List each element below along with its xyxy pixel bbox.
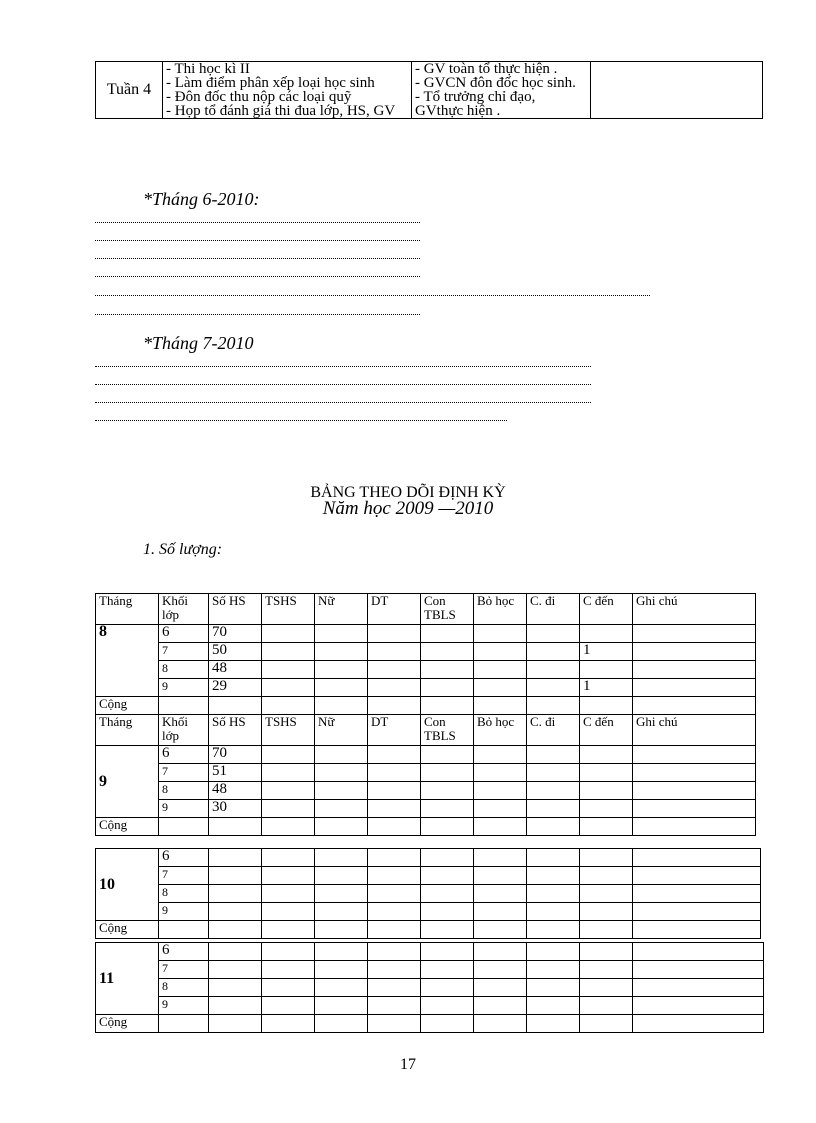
header-cell: Khối lớp bbox=[159, 715, 209, 746]
month-cell: 10 bbox=[96, 849, 159, 921]
table-row bbox=[96, 943, 764, 961]
cden-cell bbox=[580, 625, 633, 643]
week-cell: Tuần 4 bbox=[96, 62, 163, 119]
header-cell: Nữ bbox=[315, 594, 368, 625]
grade-cell: 8 bbox=[159, 661, 209, 679]
grade-cell: 9 bbox=[159, 997, 209, 1015]
total-label: Cộng bbox=[96, 818, 159, 836]
header-row bbox=[96, 594, 756, 625]
grade-cell: 8 bbox=[159, 979, 209, 997]
cden-cell bbox=[580, 661, 633, 679]
report-subtitle: Năm học 2009 —2010 bbox=[322, 498, 494, 519]
header-cell: TSHS bbox=[262, 594, 315, 625]
role-item: - GV toàn tổ thực hiện . bbox=[415, 61, 558, 77]
table-row bbox=[96, 643, 756, 661]
grade-cell: 6 bbox=[159, 746, 209, 764]
header-cell: C. đi bbox=[527, 715, 580, 746]
grade-cell: 7 bbox=[159, 643, 209, 661]
table-row bbox=[96, 746, 756, 764]
grade-cell: 7 bbox=[159, 961, 209, 979]
grade-cell: 6 bbox=[159, 849, 209, 867]
task-item: - Làm điểm phân xếp loại học sinh bbox=[166, 75, 375, 91]
note-cell bbox=[591, 62, 763, 119]
header-cell: Số HS bbox=[209, 594, 262, 625]
table-row bbox=[96, 764, 756, 782]
role-item: - Tổ trưởng chỉ đạo, GVthực hiện . bbox=[415, 89, 536, 119]
table-row bbox=[96, 679, 756, 697]
header-cell: Khối lớp bbox=[159, 594, 209, 625]
header-cell: C. đi bbox=[527, 594, 580, 625]
dotted-line bbox=[95, 276, 420, 277]
grade-cell: 8 bbox=[159, 782, 209, 800]
total-row bbox=[96, 1015, 764, 1033]
total-row bbox=[96, 921, 761, 939]
page-number: 17 bbox=[400, 1056, 416, 1073]
table-row bbox=[96, 885, 761, 903]
count-cell: 48 bbox=[209, 661, 262, 679]
cden-cell: 1 bbox=[580, 679, 633, 697]
header-cell: DT bbox=[368, 594, 421, 625]
header-cell: Ghi chú bbox=[633, 715, 756, 746]
count-cell: 70 bbox=[209, 625, 262, 643]
table-row bbox=[96, 903, 761, 921]
grade-cell: 9 bbox=[159, 903, 209, 921]
header-cell: Ghi chú bbox=[633, 594, 756, 625]
report-title: BẢNG THEO DÕI ĐỊNH KỲ bbox=[310, 484, 506, 501]
table-row bbox=[96, 625, 756, 643]
grade-cell: 6 bbox=[159, 943, 209, 961]
stats-table-month-8-9 bbox=[95, 593, 756, 836]
grade-cell: 9 bbox=[159, 679, 209, 697]
dotted-line bbox=[95, 420, 507, 421]
header-cell: Bỏ học bbox=[474, 594, 527, 625]
table-row bbox=[96, 961, 764, 979]
header-cell: Con TBLS bbox=[421, 594, 474, 625]
roles-cell bbox=[412, 62, 591, 119]
grade-cell: 6 bbox=[159, 625, 209, 643]
month-cell: 9 bbox=[96, 746, 159, 818]
grade-cell: 7 bbox=[159, 764, 209, 782]
header-cell: DT bbox=[368, 715, 421, 746]
task-item: - Đôn đốc thu nộp các loại quỹ bbox=[166, 89, 352, 105]
table-row bbox=[96, 782, 756, 800]
table-row bbox=[96, 62, 763, 119]
header-cell: Con TBLS bbox=[421, 715, 474, 746]
month-cell: 8 bbox=[96, 625, 159, 697]
total-label: Cộng bbox=[96, 697, 159, 715]
grade-cell: 9 bbox=[159, 800, 209, 818]
table-row bbox=[96, 849, 761, 867]
total-label: Cộng bbox=[96, 1015, 159, 1033]
dotted-line bbox=[95, 314, 420, 315]
dotted-line bbox=[95, 258, 420, 259]
plan-table bbox=[95, 61, 763, 119]
header-row bbox=[96, 715, 756, 746]
july-heading: *Tháng 7-2010 bbox=[143, 333, 254, 353]
role-item: - GVCN đôn đốc học sinh. bbox=[415, 75, 576, 91]
header-cell: Số HS bbox=[209, 715, 262, 746]
header-cell: TSHS bbox=[262, 715, 315, 746]
june-heading: *Tháng 6-2010: bbox=[143, 189, 260, 209]
total-row bbox=[96, 697, 756, 715]
month-cell: 11 bbox=[96, 943, 159, 1015]
dotted-line bbox=[95, 402, 591, 403]
header-cell: Tháng bbox=[96, 594, 159, 625]
total-row bbox=[96, 818, 756, 836]
count-cell: 70 bbox=[209, 746, 262, 764]
tasks-cell bbox=[163, 62, 412, 119]
stats-table-month-11 bbox=[95, 942, 764, 1033]
dotted-line bbox=[95, 222, 420, 223]
table-row bbox=[96, 979, 764, 997]
header-cell: C đến bbox=[580, 715, 633, 746]
dotted-line bbox=[95, 295, 650, 296]
dotted-line bbox=[95, 240, 420, 241]
total-label: Cộng bbox=[96, 921, 159, 939]
grade-cell: 7 bbox=[159, 867, 209, 885]
header-cell: Bỏ học bbox=[474, 715, 527, 746]
dotted-line bbox=[95, 366, 591, 367]
grade-cell: 8 bbox=[159, 885, 209, 903]
table-row bbox=[96, 661, 756, 679]
header-cell: Tháng bbox=[96, 715, 159, 746]
table-row bbox=[96, 867, 761, 885]
task-item: - Họp tổ đánh giá thi đua lớp, HS, GV bbox=[166, 103, 396, 119]
count-cell: 50 bbox=[209, 643, 262, 661]
dotted-line bbox=[95, 384, 591, 385]
stats-table-month-10 bbox=[95, 848, 761, 939]
header-cell: C đến bbox=[580, 594, 633, 625]
count-cell: 30 bbox=[209, 800, 262, 818]
cden-cell: 1 bbox=[580, 643, 633, 661]
section-title: 1. Số lượng: bbox=[143, 541, 223, 558]
header-cell: Nữ bbox=[315, 715, 368, 746]
table-row bbox=[96, 997, 764, 1015]
table-row bbox=[96, 800, 756, 818]
count-cell: 51 bbox=[209, 764, 262, 782]
count-cell: 48 bbox=[209, 782, 262, 800]
task-item: - Thi học kì II bbox=[166, 61, 250, 77]
count-cell: 29 bbox=[209, 679, 262, 697]
